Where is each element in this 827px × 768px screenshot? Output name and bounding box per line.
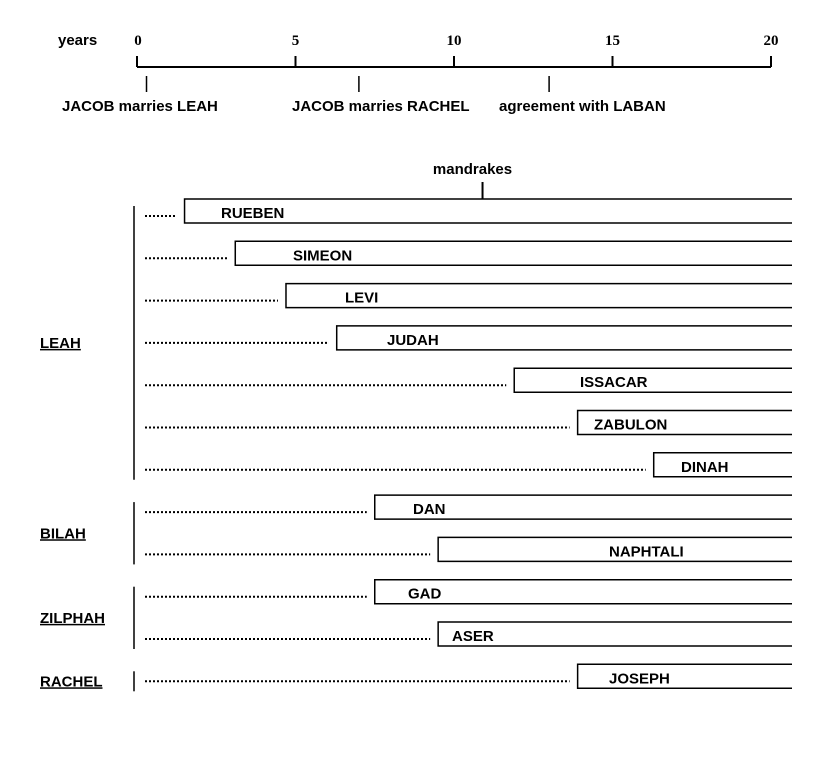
child-name: NAPHTALI xyxy=(609,543,684,561)
mother-groups xyxy=(40,206,134,691)
child-row xyxy=(145,241,792,265)
mother-group xyxy=(40,671,134,691)
child-row xyxy=(145,495,792,519)
child-row xyxy=(145,580,792,604)
axis-tick-label: 20 xyxy=(763,33,779,49)
child-name: DINAH xyxy=(681,458,729,476)
axis-tick-label: 0 xyxy=(134,33,142,49)
child-name: RUEBEN xyxy=(221,205,285,222)
event-label: JACOB marries RACHEL xyxy=(292,98,470,115)
axis-tick-label: 5 xyxy=(291,33,300,49)
event-label: JACOB marries LEAH xyxy=(62,98,218,115)
axis-ticks xyxy=(134,33,778,67)
child-row xyxy=(145,284,792,308)
mother-group xyxy=(40,587,134,649)
mother-group xyxy=(40,206,134,480)
child-name: SIMEON xyxy=(293,247,353,265)
child-row xyxy=(145,664,792,688)
mother-name: RACHEL xyxy=(40,673,103,691)
timeline-events xyxy=(62,76,666,115)
child-row xyxy=(145,537,792,561)
child-name: JUDAH xyxy=(387,331,439,349)
children-rows xyxy=(145,199,792,688)
child-name: GAD xyxy=(408,585,442,603)
child-name: ASER xyxy=(452,628,494,645)
life-bar xyxy=(514,368,792,392)
axis-label: years xyxy=(58,32,98,49)
event-label: agreement with LABAN xyxy=(499,98,666,115)
mother-name: LEAH xyxy=(40,334,81,352)
child-name: JOSEPH xyxy=(609,670,670,688)
mother-name: BILAH xyxy=(40,525,86,543)
mother-name: ZILPHAH xyxy=(40,609,105,627)
axis-tick-label: 10 xyxy=(446,33,462,49)
mandrakes-label: mandrakes xyxy=(432,161,513,178)
axis-tick-label: 15 xyxy=(605,33,620,49)
child-row xyxy=(145,368,792,392)
child-name: DAN xyxy=(413,501,446,519)
mother-group xyxy=(40,502,134,564)
child-row xyxy=(145,199,792,223)
child-row xyxy=(145,326,792,350)
child-name: LEVI xyxy=(345,289,379,307)
mandrakes-marker xyxy=(433,161,512,199)
child-name: ZABULON xyxy=(594,416,668,434)
year-axis xyxy=(58,32,779,115)
child-row xyxy=(145,453,792,477)
child-row xyxy=(145,411,792,435)
child-name: ISSACAR xyxy=(580,374,648,392)
child-row xyxy=(145,622,792,646)
